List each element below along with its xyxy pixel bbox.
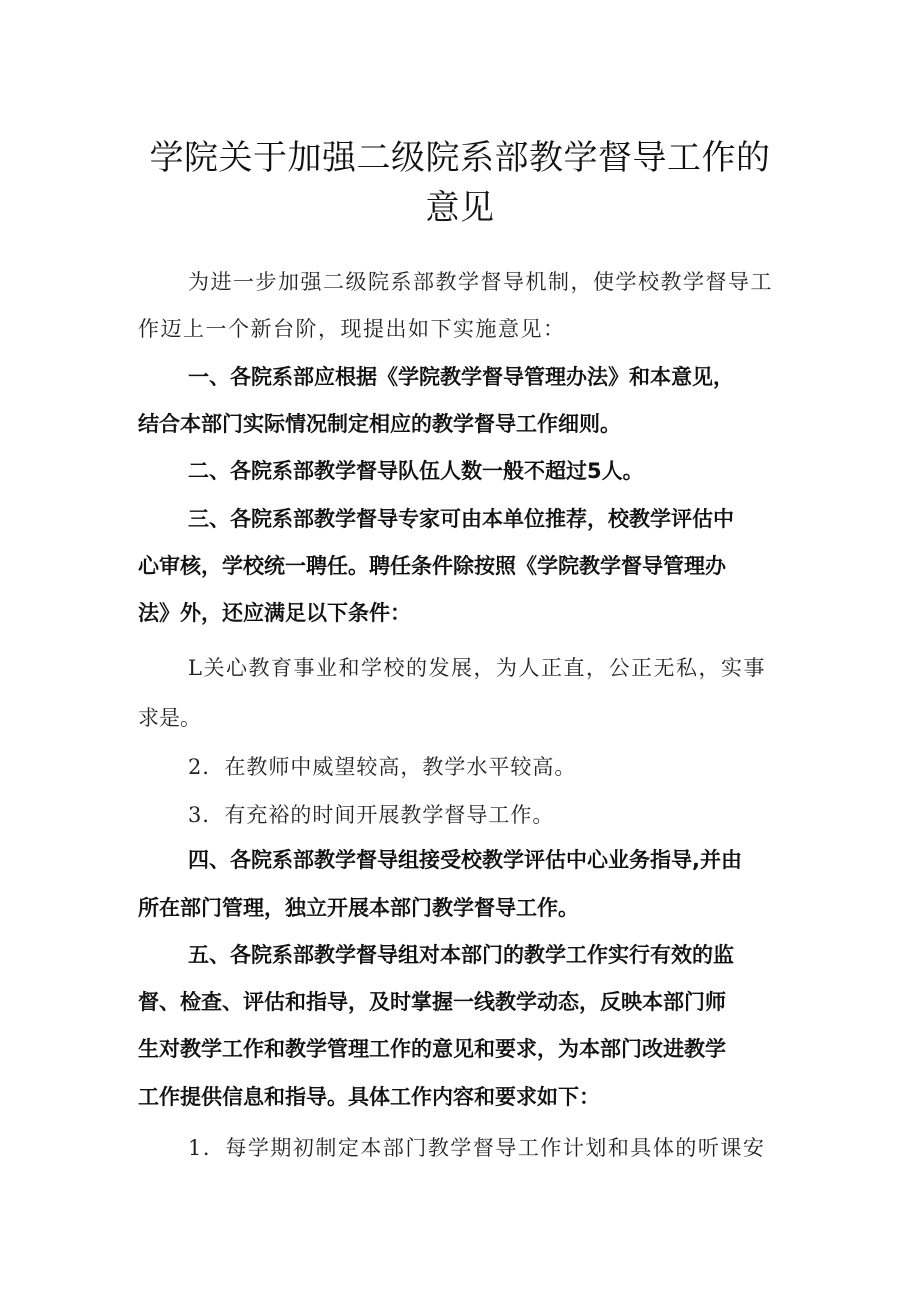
paragraph-line: 五、各院系部教学督导组对本部门的教学工作实行有效的监 [188,943,734,967]
paragraph-line: 心审核，学校统一聘任。聘任条件除按照《学院教学督导管理办 [138,554,726,578]
paragraph-line: 一、各院系部应根据《学院教学督导管理办法》和本意见， [188,365,734,389]
document-title-line-2: 意见 [425,188,495,228]
paragraph-line: 所在部门管理，独立开展本部门教学督导工作。 [138,896,579,920]
paragraph-line: 督、检查、评估和指导，及时掌握一线教学动态，反映本部门师 [138,990,726,1014]
paragraph-line: 法》外，还应满足以下条件： [138,601,411,625]
paragraph-line: 3．有充裕的时间开展教学督导工作。 [188,803,555,827]
paragraph-line: L关心教育事业和学校的发展，为人正直，公正无私，实事 [188,656,766,680]
paragraph-line: 工作提供信息和指导。具体工作内容和要求如下： [138,1085,600,1109]
paragraph-line: 求是。 [138,706,201,730]
paragraph-line: 1．每学期初制定本部门教学督导工作计划和具体的听课安 [188,1136,766,1160]
paragraph-line: 四、各院系部教学督导组接受校教学评估中心业务指导,并由 [188,848,742,872]
paragraph-line: 三、各院系部教学督导专家可由本单位推荐，校教学评估中 [188,507,734,531]
paragraph-line: 生对教学工作和教学管理工作的意见和要求，为本部门改进教学 [138,1037,726,1061]
paragraph-line: 二、各院系部教学督导队伍人数一般不超过5人。 [188,459,644,483]
paragraph-line: 结合本部门实际情况制定相应的教学督导工作细则。 [138,412,621,436]
paragraph-line: 作迈上一个新台阶，现提出如下实施意见： [138,317,566,341]
paragraph-line: 2．在教师中威望较高，教学水平较高。 [188,755,577,779]
document-title-line-1: 学院关于加强二级院系部教学督导工作的 [149,138,771,178]
paragraph-line: 为进一步加强二级院系部教学督导机制，使学校教学督导工 [188,270,773,294]
